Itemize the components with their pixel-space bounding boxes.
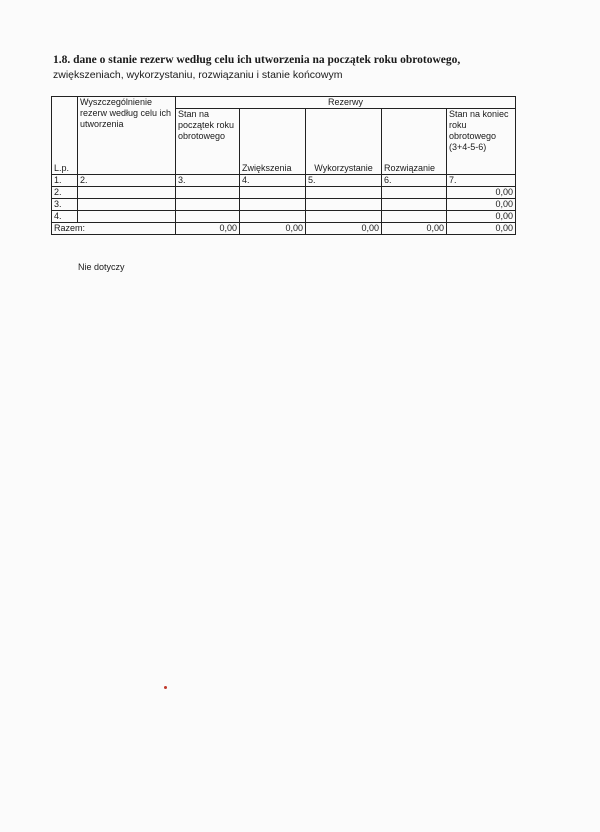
numbering-cell: 7. (447, 175, 516, 187)
row-end-value: 0,00 (447, 211, 516, 223)
total-label: Razem: (52, 223, 176, 235)
heading-line-2: zwiększeniach, wykorzystaniu, rozwiązaniu i stanie końcowym (53, 69, 343, 81)
heading-line-1: 1.8. dane o stanie rezerw według celu ich utworzenia na początek roku obrotowego, (53, 54, 461, 66)
header-lp: L.p. (52, 97, 78, 175)
not-applicable-note: Nie dotyczy (78, 262, 125, 272)
header-increase: Zwiększenia (240, 109, 306, 175)
numbering-cell: 3. (176, 175, 240, 187)
total-release: 0,00 (382, 223, 447, 235)
header-end-balance: Stan na koniec roku obrotowego (3+4-5-6) (447, 109, 516, 175)
row-lp: 4. (52, 211, 78, 223)
total-increase: 0,00 (240, 223, 306, 235)
header-release: Rozwiązanie (382, 109, 447, 175)
total-end: 0,00 (447, 223, 516, 235)
table-row (52, 187, 516, 199)
total-start: 0,00 (176, 223, 240, 235)
row-lp: 3. (52, 199, 78, 211)
table-row (52, 211, 516, 223)
total-row (52, 223, 516, 235)
numbering-cell: 2. (78, 175, 176, 187)
header-reserves-group: Rezerwy (176, 97, 516, 109)
numbering-row (52, 175, 516, 187)
header-description: Wyszczególnienie rezerw według celu ich utworzenia (78, 97, 176, 175)
total-usage: 0,00 (306, 223, 382, 235)
numbering-cell: 1. (52, 175, 78, 187)
row-lp: 2. (52, 187, 78, 199)
numbering-cell: 5. (306, 175, 382, 187)
reserves-table (51, 96, 516, 235)
header-usage: Wykorzystanie (306, 109, 382, 175)
header-start-balance: Stan na początek roku obrotowego (176, 109, 240, 175)
numbering-cell: 4. (240, 175, 306, 187)
numbering-cell: 6. (382, 175, 447, 187)
row-end-value: 0,00 (447, 187, 516, 199)
scan-speck (164, 686, 167, 689)
row-end-value: 0,00 (447, 199, 516, 211)
table-row (52, 199, 516, 211)
section-heading (53, 53, 523, 83)
